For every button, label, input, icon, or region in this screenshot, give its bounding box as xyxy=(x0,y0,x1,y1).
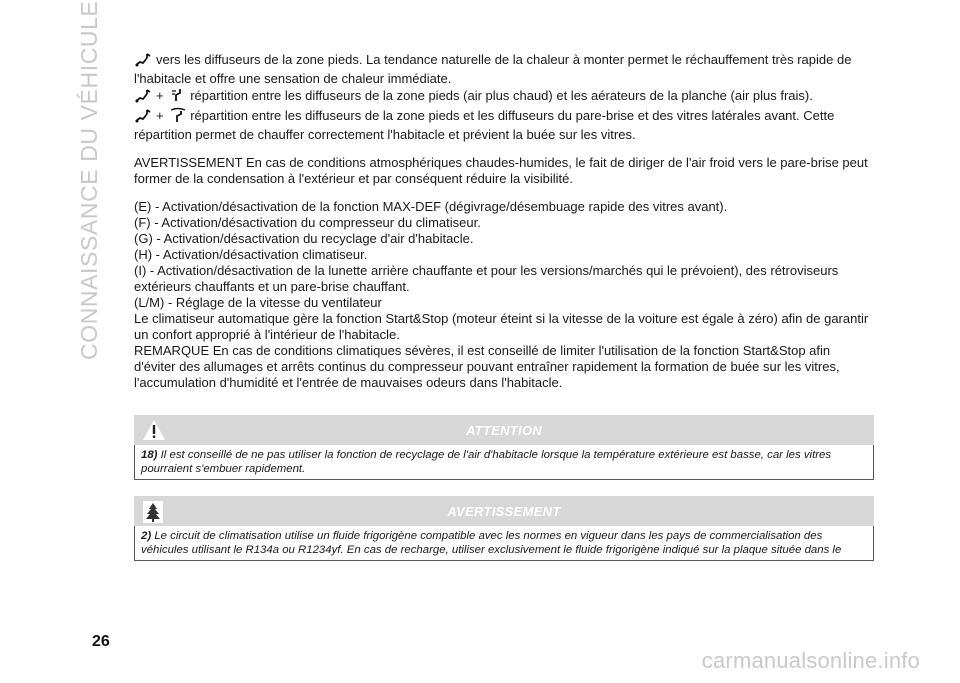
warning-paragraph: AVERTISSEMENT En cas de conditions atmosphériques chaudes-humides, le fait de diriger de l'air froid vers le pare-brise peut former de la condensation à l'extérieur et par conséquent réduire la visibilité. xyxy=(134,155,868,186)
dashboard-airflow-icon xyxy=(170,87,186,107)
windshield-defrost-icon xyxy=(170,107,186,127)
paragraph-feet-dash xyxy=(134,87,874,107)
page-number: 26 xyxy=(92,633,110,650)
environment-text: Le circuit de climatisation utilise un fluide frigorigène compatible avec les normes en vigueur dans les pays de commercialisation des véhicules utilisant le R134a ou R1234yf. En cas de recharge, utiliser exclusivement le fluide frigorigène indiqué sur la plaque située dans le xyxy=(141,530,842,556)
main-content xyxy=(134,52,874,561)
feet-airflow-icon xyxy=(134,89,152,107)
attention-header xyxy=(134,415,874,445)
attention-title: ATTENTION xyxy=(465,423,543,438)
control-item: (E) - Activation/désactivation de la fonction MAX-DEF (dégivrage/désembuage rapide des vitres avant). xyxy=(134,199,728,214)
control-item: (G) - Activation/désactivation du recyclage d'air d'habitacle. xyxy=(134,231,474,246)
feet-text: vers les diffuseurs de la zone pieds. La tendance naturelle de la chaleur à monter permet le réchauffement très rapide de l'habitacle et offre une sensation de chaleur immédiate. xyxy=(134,52,852,86)
control-item: (H) - Activation/désactivation climatiseur. xyxy=(134,247,368,262)
feet-airflow-icon xyxy=(134,53,152,71)
attention-ref: 18) xyxy=(141,449,158,461)
attention-text: Il est conseillé de ne pas utiliser la fonction de recyclage de l'air d'habitacle lorsque la température extérieure est basse, car les vitres pourraient s'embuer rapidement. xyxy=(141,449,832,475)
paragraph-feet xyxy=(134,52,874,87)
feet-defrost-text: répartition entre les diffuseurs de la zone pieds et les diffuseurs du pare-brise et des vitres latérales avant. Cette répartition permet de chauffer correctement l'habitacle et prévient la buée sur les vitres. xyxy=(134,108,835,142)
plus-sign: + xyxy=(156,88,164,103)
remark-paragraph: REMARQUE En cas de conditions climatiques sévères, il est conseillé de limiter l'utilisation de la fonction Start&Stop afin d'éviter des allumages et arrêts continus du compresseur pouvant entraîner rapidement la formation de buée sur les vitres, l'accumulation d'humidité et l'entrée de mauvaises odeurs dans l'habitacle. xyxy=(134,343,840,390)
environment-title: AVERTISSEMENT xyxy=(447,504,561,519)
control-item: (L/M) - Réglage de la vitesse du ventilateur xyxy=(134,295,382,310)
paragraph-feet-defrost xyxy=(134,107,874,143)
plus-sign: + xyxy=(156,108,164,123)
control-item: (I) - Activation/désactivation de la lunette arrière chauffante et pour les versions/marchés qui le prévoient), des rétroviseurs extérieurs chauffants et un pare-brise chauffant. xyxy=(134,263,839,294)
control-item: (F) - Activation/désactivation du compresseur du climatiseur. xyxy=(134,215,481,230)
attention-body xyxy=(134,445,874,480)
feet-dash-text: répartition entre les diffuseurs de la zone pieds (air plus chaud) et les aérateurs de la planche (air plus frais). xyxy=(190,88,813,103)
feet-airflow-icon xyxy=(134,109,152,127)
environment-body xyxy=(134,526,874,561)
start-stop-paragraph: Le climatiseur automatique gère la fonction Start&Stop (moteur éteint si la vitesse de la voiture est égale à zéro) afin de garantir un confort approprié à l'intérieur de l'habitacle. xyxy=(134,311,869,342)
environment-ref: 2) xyxy=(141,530,152,542)
environment-box xyxy=(134,496,874,561)
watermark: carmanualsonline.info xyxy=(701,648,920,673)
environment-header xyxy=(134,496,874,526)
attention-box xyxy=(134,415,874,480)
section-title: CONNAISSANCE DU VÉHICULE xyxy=(76,0,102,360)
